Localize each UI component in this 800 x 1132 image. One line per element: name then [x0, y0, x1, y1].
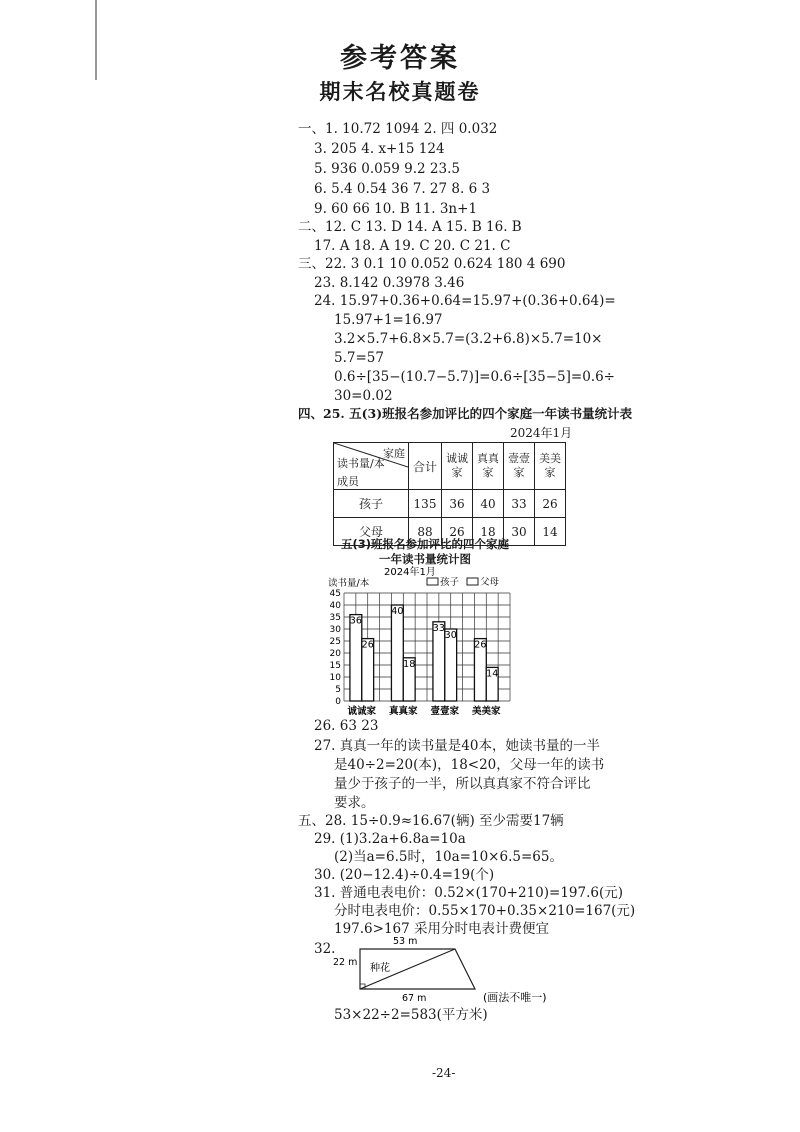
y-tick-label: 10	[329, 673, 341, 683]
table-cell: 18	[473, 518, 504, 546]
page-number: -24-	[432, 1066, 456, 1080]
answer-line: 9. 60 66 10. B 11. 3n+1	[314, 201, 478, 217]
table-cell: 26	[535, 490, 566, 518]
header-family-3: 壹壹家	[504, 443, 535, 490]
header-family-2: 真真家	[473, 443, 504, 490]
chart-bars	[348, 605, 502, 715]
chart-date: 2024年1月	[384, 567, 436, 578]
answer-line: 29. (1)3.2a+6.8a=10a	[314, 831, 466, 847]
header-books: 读书量/本	[337, 457, 385, 470]
bar-value-label: 36	[349, 615, 362, 627]
header-family: 家庭	[383, 447, 405, 460]
answer-line: 二、12. C 13. D 14. A 15. B 16. B	[298, 219, 522, 235]
figure-note: (画法不唯一)	[483, 991, 547, 1004]
answer-line: 要求。	[334, 795, 375, 811]
y-tick-label: 25	[329, 637, 341, 647]
answer-line: 30. (20−12.4)÷0.4=19(个)	[314, 867, 495, 883]
header-family-1: 诚诚家	[442, 443, 473, 490]
answer-line: 6. 5.4 0.54 36 7. 27 8. 6 3	[314, 181, 491, 197]
answer-line: 是40÷2=20(本)，18<20，父母一年的读书	[334, 757, 605, 773]
answer-line: (2)当a=6.5时，10a=10×6.5=65。	[334, 849, 563, 865]
answer-line: 一、1. 10.72 1094 2. 四 0.032	[298, 121, 498, 137]
x-tick-label: 诚诚家	[347, 706, 377, 715]
chart-title-line2: 一年读书量统计图	[379, 552, 471, 566]
bar-chart	[326, 565, 526, 715]
answer-line: 24. 15.97+0.36+0.64=15.97+(0.36+0.64)=	[314, 293, 616, 309]
header-family-4: 美美家	[535, 443, 566, 490]
y-tick-label: 20	[329, 649, 341, 659]
answer-line: 3. 205 4. x+15 124	[314, 141, 445, 157]
legend-parent-label: 父母	[480, 577, 500, 588]
answer-line: 31. 普通电表电价：0.52×(170+210)=197.6(元)	[314, 885, 624, 901]
answer-line: 3.2×5.7+6.8×5.7=(3.2+6.8)×5.7=10×	[334, 331, 603, 347]
x-tick-label: 美美家	[472, 706, 501, 715]
answer-line: 53×22÷2=583(平方米)	[334, 1007, 488, 1023]
legend-swatch-parent	[467, 578, 478, 585]
legend-child-label: 孩子	[440, 577, 460, 588]
y-axis-label: 读书量/本	[328, 578, 370, 589]
legend-swatch-child	[427, 578, 438, 585]
answer-line: 23. 8.142 0.3978 3.46	[314, 275, 465, 291]
header-total: 合计	[409, 443, 442, 490]
trapezoid-figure	[325, 934, 585, 1004]
header-member: 成员	[337, 475, 359, 488]
answer-line: 三、22. 3 0.1 10 0.052 0.624 180 4 690	[298, 256, 566, 272]
table-cell: 36	[442, 490, 473, 518]
answer-line: 15.97+1=16.97	[334, 312, 443, 328]
x-tick-label: 壹壹家	[430, 706, 460, 715]
table-cell: 40	[473, 490, 504, 518]
answer-line: 五、28. 15÷0.9≈16.67(辆) 至少需要17辆	[298, 813, 564, 829]
table-cell: 26	[442, 518, 473, 546]
chart-title-line1: 五(3)班报名参加评比的四个家庭	[340, 537, 509, 551]
answer-line: 量少于孩子的一半，所以真真家不符合评比	[334, 776, 591, 792]
table-diagonal-header	[334, 443, 409, 490]
table-cell: 30	[504, 518, 535, 546]
bar-value-label: 30	[444, 630, 457, 641]
y-tick-label: 15	[329, 661, 341, 671]
answer-line: 32.	[314, 941, 336, 957]
bar-value-label: 26	[474, 639, 487, 651]
answer-line: 5. 936 0.059 9.2 23.5	[314, 161, 460, 177]
y-tick-label: 5	[335, 685, 341, 695]
table-caption: 四、25. 五(3)班报名参加评比的四个家庭一年读书量统计表	[298, 406, 633, 421]
answer-line: 17. A 18. A 19. C 20. C 21. C	[314, 238, 511, 254]
page-subtitle: 期末名校真题卷	[319, 80, 481, 104]
page-title: 参考答案	[340, 43, 460, 74]
label-inner: 种花	[370, 963, 390, 974]
table-cell: 33	[504, 490, 535, 518]
answer-line: 26. 63 23	[314, 718, 379, 734]
table-cell: 88	[409, 518, 442, 546]
row-label: 孩子	[334, 490, 409, 518]
bar-value-label: 26	[361, 639, 374, 651]
x-tick-label: 真真家	[389, 706, 418, 715]
bar-child	[391, 605, 403, 701]
y-tick-label: 35	[329, 613, 341, 623]
answer-line: 197.6>167 采用分时电表计费便宜	[334, 921, 550, 937]
y-tick-label: 30	[329, 625, 341, 635]
bar-value-label: 18	[403, 658, 416, 670]
table-cell: 135	[409, 490, 442, 518]
reading-stat-table	[333, 442, 566, 546]
label-bottom-length: 67 m	[402, 993, 427, 1004]
answer-line: 27. 真真一年的读书量是40本，她读书量的一半	[314, 738, 600, 754]
answer-line: 30=0.02	[334, 388, 393, 404]
bar-child	[350, 615, 362, 701]
row-label: 父母	[334, 518, 409, 546]
y-tick-label: 40	[329, 601, 341, 611]
y-tick-label: 45	[329, 589, 341, 599]
bar-value-label: 14	[486, 668, 499, 680]
table-cell: 14	[535, 518, 566, 546]
answer-line: 5.7=57	[334, 350, 384, 366]
y-tick-label: 0	[335, 697, 341, 707]
bar-value-label: 33	[432, 622, 445, 634]
table-date: 2024年1月	[510, 426, 573, 440]
answer-line: 0.6÷[35−(10.7−5.7)]=0.6÷[35−5]=0.6÷	[334, 369, 615, 385]
answer-line: 分时电表电价：0.55×170+0.35×210=167(元)	[334, 903, 636, 919]
bar-value-label: 40	[391, 606, 404, 617]
label-top-length: 53 m	[393, 936, 418, 947]
label-left-length: 22 m	[333, 957, 358, 968]
